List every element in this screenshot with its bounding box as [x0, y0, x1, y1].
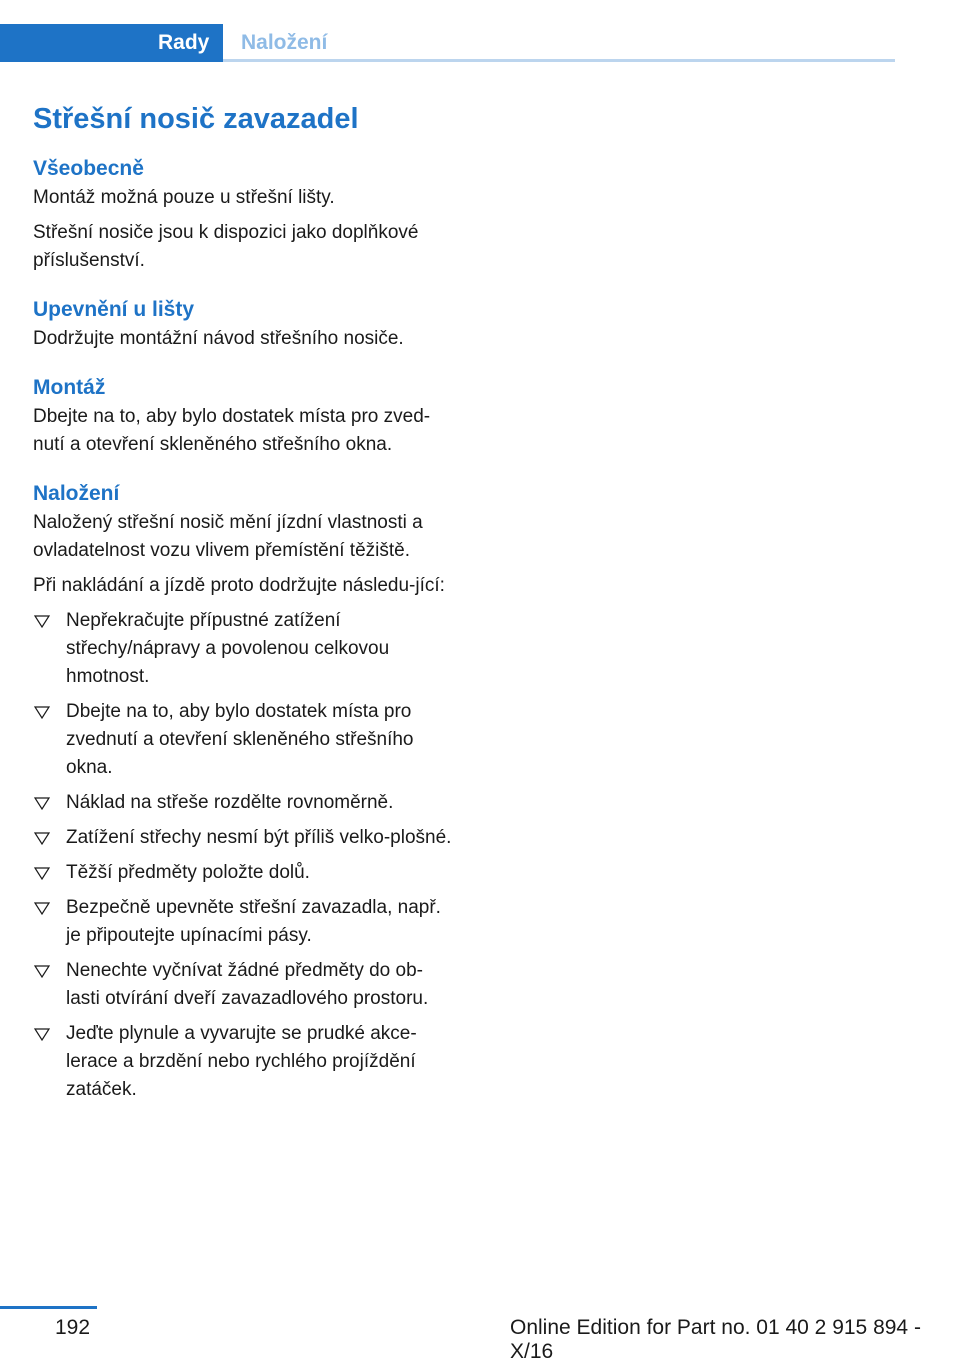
triangle-bullet-icon	[33, 859, 51, 887]
list-item	[33, 789, 453, 817]
page-title: Střešní nosič zavazadel	[33, 103, 359, 135]
tab-nalozeni[interactable]: Naložení	[241, 31, 328, 54]
heading-mounting: Montáž	[33, 376, 106, 399]
list-item	[33, 824, 453, 852]
list-item	[33, 894, 453, 950]
triangle-bullet-icon	[33, 824, 51, 852]
heading-loading: Naložení	[33, 482, 120, 505]
triangle-bullet-icon	[33, 698, 51, 726]
triangle-bullet-icon	[33, 607, 51, 635]
list-item-text: Nenechte vyčnívat žádné předměty do ob‐lasti otvírání dveří zavazadlového prostoru.	[66, 960, 429, 1009]
tab-rady[interactable]: Rady	[0, 24, 223, 62]
triangle-bullet-icon	[33, 957, 51, 985]
list-item-text: Dbejte na to, aby bylo dostatek místa pro zvednutí a otevření skleněného střešního okna.	[66, 701, 414, 778]
footer-edition: Online Edition for Part no. 01 40 2 915 894 - X/16	[510, 1316, 921, 1363]
list-item-text: Nepřekračujte přípustné zatížení střechy/nápravy a povolenou celkovou hmotnost.	[66, 610, 390, 687]
heading-fixing: Upevnění u lišty	[33, 298, 195, 321]
section-mounting	[33, 373, 453, 459]
header-tabbar	[0, 24, 895, 62]
section-general	[33, 154, 453, 275]
list-item-text: Těžší předměty položte dolů.	[66, 862, 310, 883]
list-item	[33, 859, 453, 887]
general-paragraph-2: Střešní nosiče jsou k dispozici jako doplňkové příslušenství.	[33, 222, 419, 271]
triangle-bullet-icon	[33, 894, 51, 922]
list-item	[33, 698, 453, 782]
general-paragraph-1: Montáž možná pouze u střešní lišty.	[33, 187, 335, 208]
page-number: 192	[55, 1316, 91, 1339]
section-loading	[33, 479, 453, 1104]
list-item	[33, 957, 453, 1013]
fixing-paragraph: Dodržujte montážní návod střešního nosiče.	[33, 328, 404, 349]
mounting-paragraph: Dbejte na to, aby bylo dostatek místa pro zved‐nutí a otevření skleněného střešního okna.	[33, 406, 431, 455]
list-item-text: Bezpečně upevněte střešní zavazadla, např. je připoutejte upínacími pásy.	[66, 897, 441, 946]
footer-rule	[0, 1306, 97, 1309]
heading-general: Všeobecně	[33, 157, 144, 180]
list-item-text: Jeďte plynule a vyvarujte se prudké akce‐lerace a brzdění nebo rychlého projíždění zatáček.	[66, 1023, 417, 1100]
list-item	[33, 607, 453, 691]
list-item-text: Zatížení střechy nesmí být příliš velko‐plošné.	[66, 827, 452, 848]
loading-paragraph-2: Při nakládání a jízdě proto dodržujte následu‐jící:	[33, 575, 445, 596]
loading-paragraph-1: Naložený střešní nosič mění jízdní vlastnosti a ovladatelnost vozu vlivem přemístění těžiště.	[33, 512, 423, 561]
triangle-bullet-icon	[33, 789, 51, 817]
section-fixing	[33, 295, 453, 353]
triangle-bullet-icon	[33, 1020, 51, 1048]
tab-underline	[223, 59, 895, 62]
page-content	[33, 96, 453, 1111]
list-item-text: Náklad na střeše rozdělte rovnoměrně.	[66, 792, 394, 813]
list-item	[33, 1020, 453, 1104]
loading-list	[33, 607, 453, 1104]
